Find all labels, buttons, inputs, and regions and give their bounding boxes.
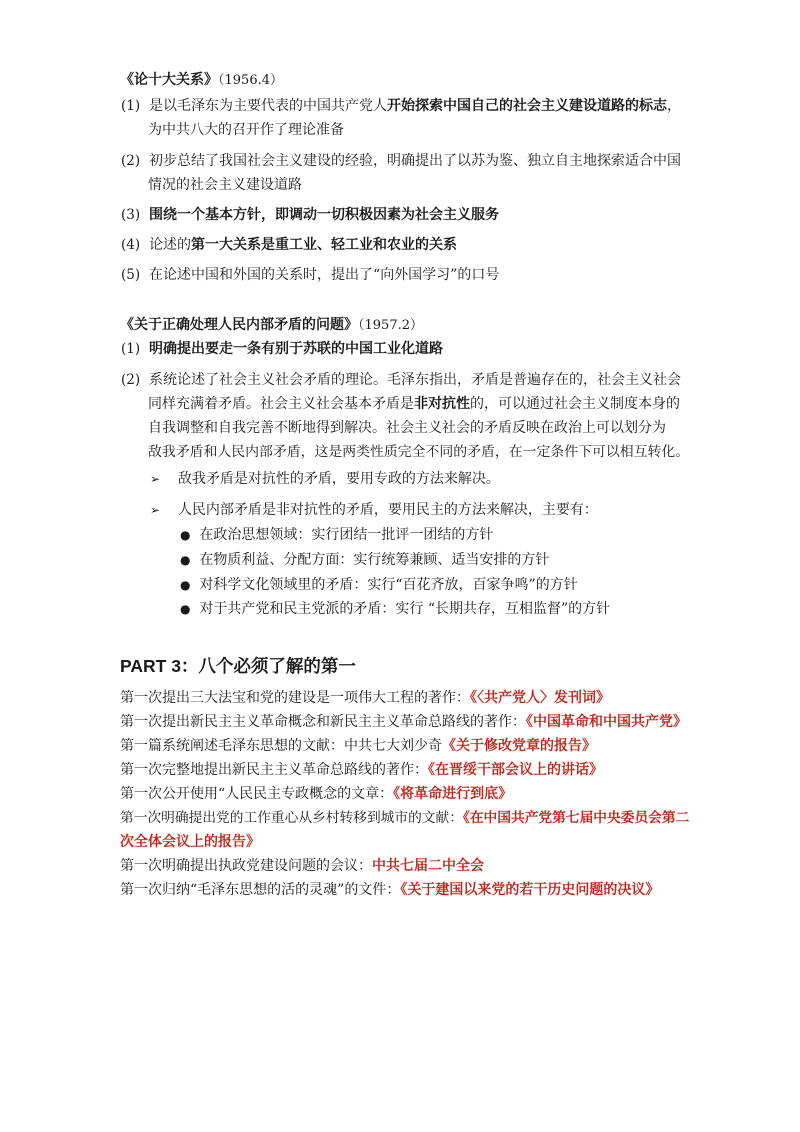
s1-item2-line2: 情况的社会主义建设道路 [148,177,302,193]
s2-item2-line1: (2) 系统论述了社会主义社会矛盾的理论。毛泽东指出，矛盾是普遍存在的，社会主义社会 [121,372,682,388]
s1-item1-line1: (1) 是以毛泽东为主要代表的中国共产党人开始探索中国自己的社会主义建设道路的标志， [121,98,682,114]
s2-item1: (1) 明确提出要走一条有别于苏联的中国工业化道路 [121,341,444,357]
arrow-item-2: ➢ 人民内部矛盾是非对抗性的矛盾，要用民主的方法来解决，主要有： [150,502,598,518]
part3-row-6-cont: 次全体会议上的报告》 [120,834,260,850]
part3-row-1: 第一次提出三大法宝和党的建设是一项伟大工程的著作：《〈共产党人〉发刊词》 [120,690,610,706]
section2-date: （1957.2） [358,318,423,333]
section1-date: （1956.4） [218,73,283,88]
s2-item2-line4: 敌我矛盾和人民内部矛盾，这是两类性质完全不同的矛盾，在一定条件下可以相互转化。 [148,444,690,460]
bullet-item-1: ● 在政治思想领域：实行团结一批评一团结的方针 [180,527,494,543]
s1-item1-line2: 为中共八大的召开作了理论准备 [148,122,344,138]
s2-item2-line3: 自我调整和自我完善不断地得到解决。社会主义社会的矛盾反映在政治上可以划分为 [148,420,666,436]
s2-item2-line2: 同样充满着矛盾。社会主义社会基本矛盾是非对抗性的，可以通过社会主义制度本身的 [148,396,680,412]
arrow-bullet-icon: ➢ [150,472,161,486]
part3-title: PART 3：八个必须了解的第一 [120,656,356,676]
s1-item2-line1: (2) 初步总结了我国社会主义建设的经验，明确提出了以苏为鉴、独立自主地探索适合中国 [121,153,682,169]
arrow-item-1: ➢ 敌我矛盾是对抗性的矛盾，要用专政的方法来解决。 [150,471,500,487]
bullet-dot-icon: ● [180,602,191,616]
section1-title: 《论十大关系》 [120,72,218,88]
section2-title: 《关于正确处理人民内部矛盾的问题》 [120,317,358,333]
part3-row-5: 第一次公开使用“人民民主专政概念的文章：《将革命进行到底》 [120,786,513,802]
section1-heading [120,70,283,90]
part3-row-6: 第一次明确提出党的工作重心从乡村转移到城市的文献：《在中国共产党第七届中央委员会第二 [120,810,690,826]
bullet-dot-icon: ● [180,553,191,567]
bullet-item-4: ● 对于共产党和民主党派的矛盾：实行 “长期共存，互相监督”的方针 [180,601,611,617]
part3-row-2: 第一次提出新民主主义革命概念和新民主主义革命总路线的著作：《中国革命和中国共产党》 [120,714,687,730]
bullet-dot-icon: ● [180,578,191,592]
part3-row-3: 第一篇系统阐述毛泽东思想的文献：中共七大刘少奇《关于修改党章的报告》 [120,738,596,754]
part3-row-7: 第一次明确提出执政党建设问题的会议：中共七届二中全会 [120,858,484,874]
part3-row-4: 第一次完整地提出新民主主义革命总路线的著作：《在晋绥干部会议上的讲话》 [120,762,603,778]
s1-item5: (5) 在论述中国和外国的关系时，提出了“向外国学习”的口号 [121,267,500,283]
section2-heading [120,315,423,335]
s1-item4: (4) 论述的第一大关系是重工业、轻工业和农业的关系 [121,237,458,253]
bullet-item-3: ● 对科学文化领域里的矛盾：实行“百花齐放，百家争鸣”的方针 [180,577,578,593]
bullet-item-2: ● 在物质利益、分配方面：实行统筹兼顾、适当安排的方针 [180,552,550,568]
part3-row-8: 第一次归纳“毛泽东思想的活的灵魂”的文件：《关于建国以来党的若干历史问题的决议》 [120,882,660,898]
arrow-bullet-icon: ➢ [150,503,161,517]
bullet-dot-icon: ● [180,528,191,542]
s1-item3: (3) 围绕一个基本方针，即调动一切积极因素为社会主义服务 [121,207,500,223]
